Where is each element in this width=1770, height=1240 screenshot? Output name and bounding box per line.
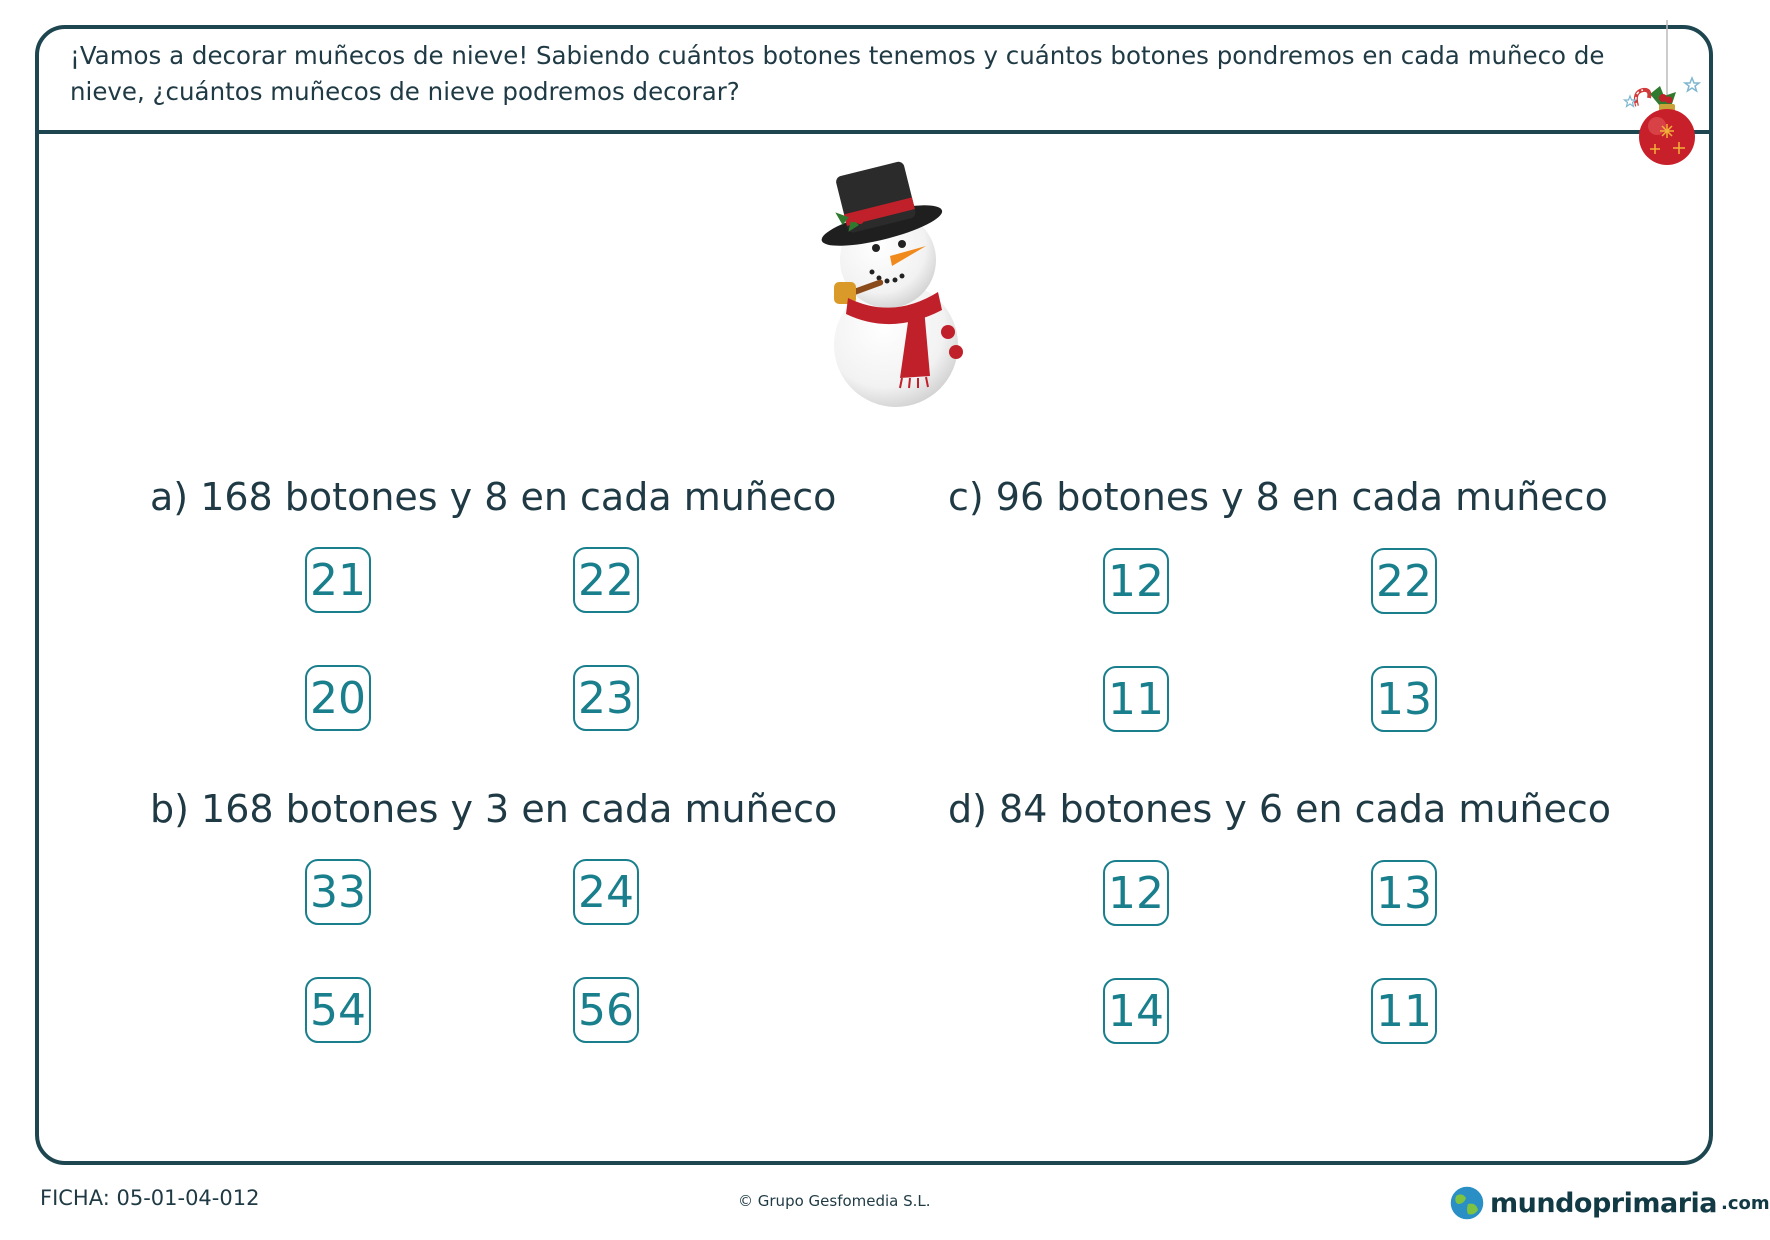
answer-option-b3[interactable]: 54 xyxy=(305,977,371,1043)
brand-logo[interactable] xyxy=(1448,1183,1770,1223)
answer-option-a2[interactable]: 22 xyxy=(573,547,639,613)
answer-option-b2[interactable]: 24 xyxy=(573,859,639,925)
answer-option-b1[interactable]: 33 xyxy=(305,859,371,925)
header-divider xyxy=(35,130,1713,134)
answer-option-b4[interactable]: 56 xyxy=(573,977,639,1043)
answer-option-c4[interactable]: 13 xyxy=(1371,666,1437,732)
problem-b-text: b) 168 botones y 3 en cada muñeco xyxy=(150,787,838,831)
answer-option-d4[interactable]: 11 xyxy=(1371,978,1437,1044)
answer-option-c1[interactable]: 12 xyxy=(1103,548,1169,614)
instruction-text: ¡Vamos a decorar muñecos de nieve! Sabiendo cuántos botones tenemos y cuántos botones pondremos en cada muñeco de nieve, ¿cuántos muñecos de nieve podremos decorar? xyxy=(70,41,1605,106)
problem-a-text: a) 168 botones y 8 en cada muñeco xyxy=(150,475,837,519)
worksheet-code: FICHA: 05-01-04-012 xyxy=(40,1186,260,1210)
globe-icon xyxy=(1448,1184,1486,1222)
problem-c-text: c) 96 botones y 8 en cada muñeco xyxy=(948,475,1608,519)
answer-option-d1[interactable]: 12 xyxy=(1103,860,1169,926)
answer-option-a1[interactable]: 21 xyxy=(305,547,371,613)
answer-option-d2[interactable]: 13 xyxy=(1371,860,1437,926)
copyright-text: © Grupo Gesfomedia S.L. xyxy=(738,1192,931,1210)
answer-option-a4[interactable]: 23 xyxy=(573,665,639,731)
brand-suffix: .com xyxy=(1721,1192,1770,1214)
answer-option-c3[interactable]: 11 xyxy=(1103,666,1169,732)
christmas-ornament-icon xyxy=(1605,20,1705,170)
answer-option-d3[interactable]: 14 xyxy=(1103,978,1169,1044)
answer-option-c2[interactable]: 22 xyxy=(1371,548,1437,614)
problem-d-text: d) 84 botones y 6 en cada muñeco xyxy=(948,787,1612,831)
answer-option-a3[interactable]: 20 xyxy=(305,665,371,731)
brand-name: mundoprimaria xyxy=(1490,1187,1717,1219)
snowman-icon xyxy=(778,160,978,410)
